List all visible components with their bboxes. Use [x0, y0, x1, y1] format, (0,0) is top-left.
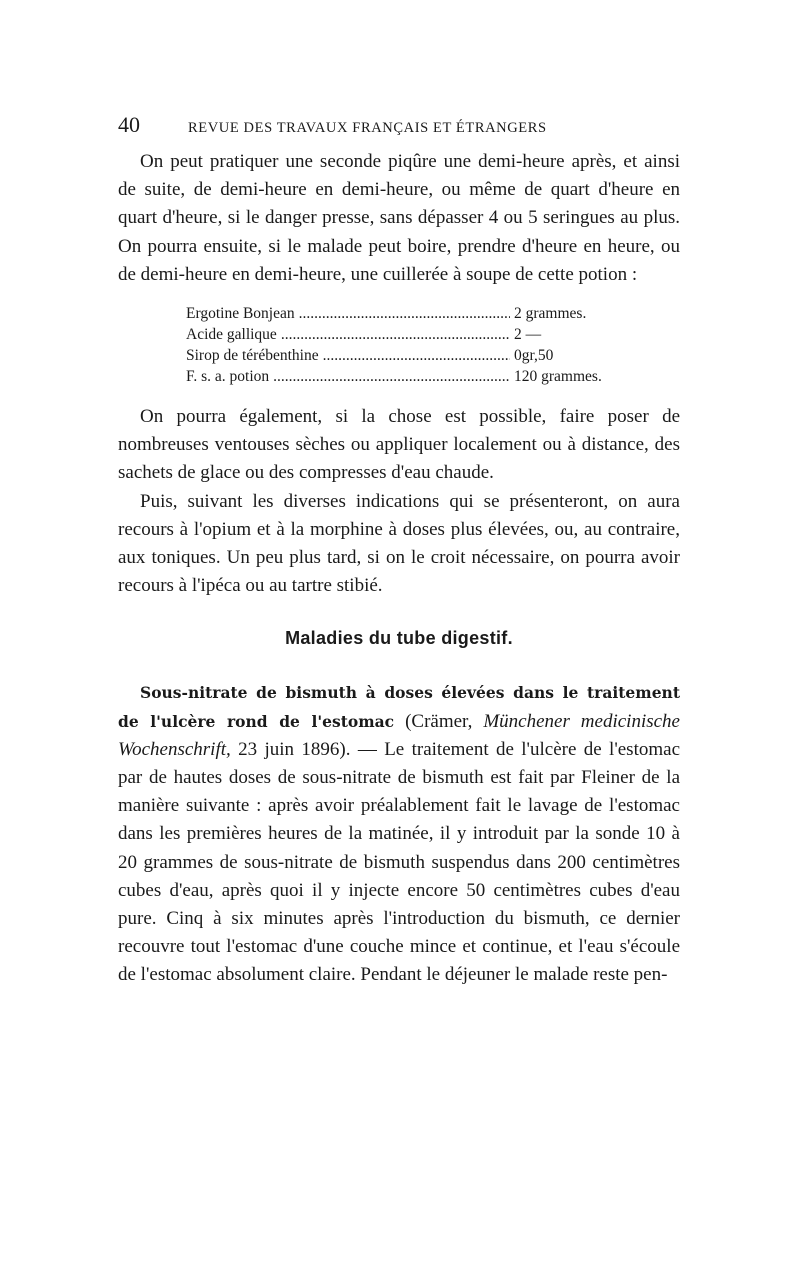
- article-title: Sous-nitrate de bismuth à doses élevées dans le traitement de l'ulcère rond de l'estomac: [118, 683, 680, 731]
- recipe-row: [186, 345, 626, 366]
- recipe-dose: 0gr,50: [514, 347, 554, 365]
- recipe-leader-dots: [323, 345, 510, 366]
- paragraph-ventouses: On pourra également, si la chose est possible, faire poser de nombreuses ventouses sèches ou appliquer localement ou à distance, des sachets de glace ou des compresses d'eau chaude.: [118, 406, 680, 484]
- recipe-ingredient: Acide gallique: [186, 326, 277, 344]
- paragraph-opium: Puis, suivant les diverses indications qui se présenteront, on aura recours à l'opium et à la morphine à doses plus élevées, ou, au contraire, aux toniques. Un peu plus tard, si on le croit nécessaire, on pourra avoir recours à l'ipéca ou au tartre stibié.: [118, 490, 680, 597]
- recipe-leader-dots: [281, 324, 510, 345]
- recipe-row: [186, 366, 626, 387]
- journal-name: Münchener medicinische Wochenschrift,: [118, 710, 680, 760]
- article-paragraph: [118, 679, 680, 989]
- recipe-list: [186, 303, 626, 387]
- intro-paragraph: On peut pratiquer une seconde piqûre une demi-heure après, et ainsi de suite, de demi-heure en demi-heure, ou même de quart d'heure en quart d'heure, si le danger presse, sans dépasser 4 ou 5 seringues au plus. On pourra ensuite, si le malade peut boire, prendre d'heure en heure, ou de demi-heure en demi-heure, une cuillerée à soupe de cette potion :: [118, 151, 680, 285]
- recipe-dose: 2 grammes.: [514, 305, 587, 323]
- recipe-ingredient: F. s. a. potion: [186, 368, 270, 386]
- recipe-ingredient: Ergotine Bonjean: [186, 305, 295, 323]
- section-title: Maladies du tube digestif.: [285, 628, 513, 649]
- page: [118, 112, 680, 990]
- page-header: [118, 112, 680, 148]
- article-author: (Crämer,: [394, 710, 484, 732]
- page-number: 40: [118, 112, 140, 137]
- recipe-row: [186, 303, 626, 324]
- article-body: 23 juin 1896). — Le traitement de l'ulcère de l'estomac par de hautes doses de sous-nitrate de bismuth est fait par Fleiner de la manière suivante : après avoir préalablement fait le lavage de l'estomac dans les premières heures de la matinée, il y introduit par la sonde 10 à 20 grammes de sous-nitrate de bismuth suspendus dans 200 centimètres cubes d'eau, après quoi il y injecte encore 50 centimètres cubes d'eau pure. Cinq à six minutes après l'introduction du bismuth, ce dernier recouvre tout l'estomac d'une couche mince et continue, et l'eau s'écoule de l'estomac absolument claire. Pendant le déjeuner le malade reste pen-: [118, 738, 680, 986]
- recipe-ingredient: Sirop de térébenthine: [186, 347, 319, 365]
- recipe-dose: 120 grammes.: [514, 368, 602, 386]
- recipe-leader-dots: [273, 366, 510, 387]
- recipe-row: [186, 324, 626, 345]
- recipe-dose: 2 —: [514, 326, 542, 344]
- recipe-leader-dots: [299, 303, 510, 324]
- running-head: REVUE DES TRAVAUX FRANÇAIS ET ÉTRANGERS: [188, 120, 547, 136]
